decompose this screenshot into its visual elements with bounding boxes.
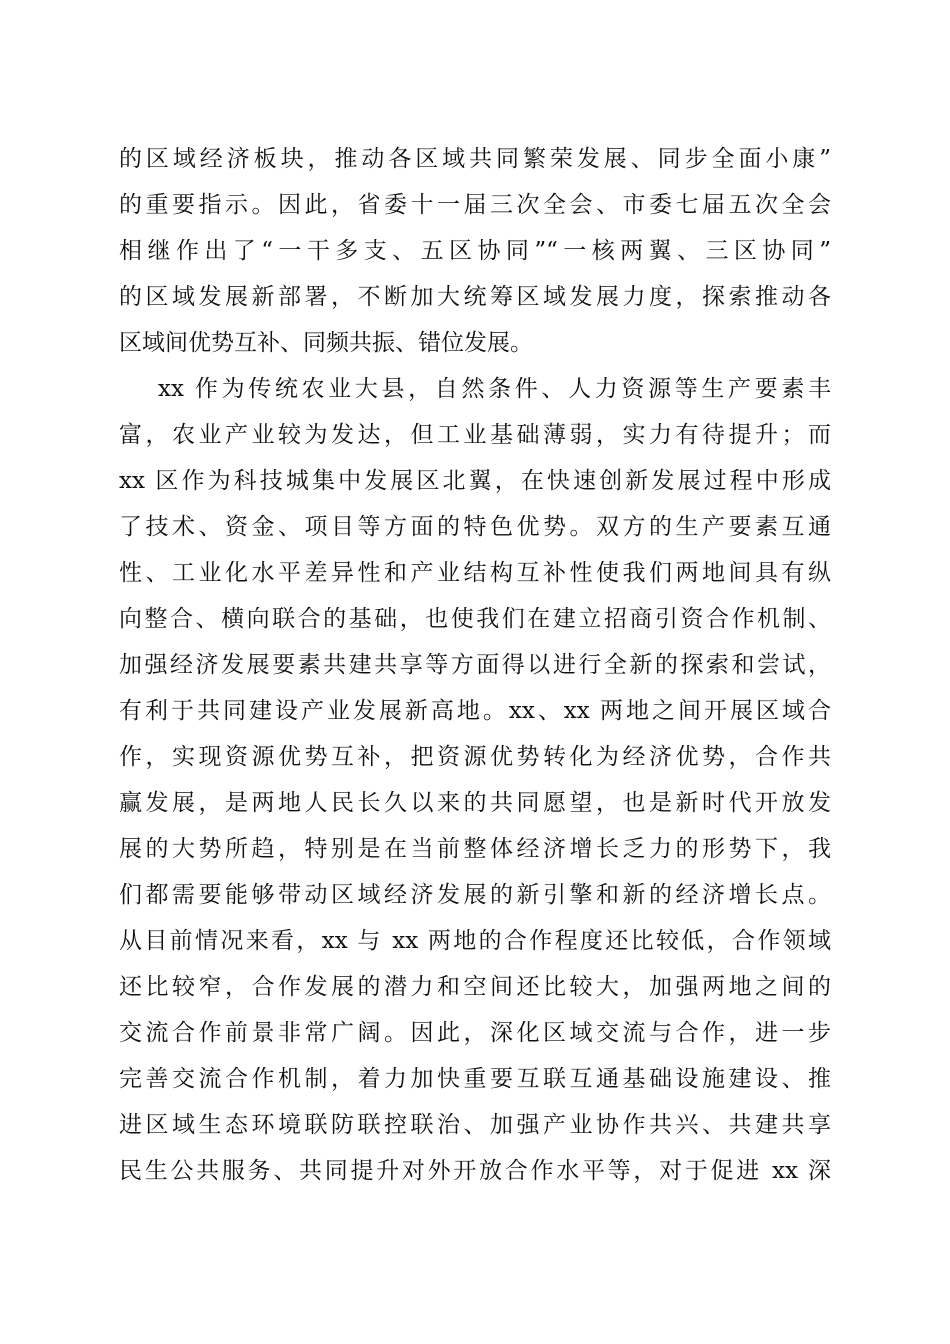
text-line: 的区域经济板块，推动各区域共同繁荣发展、同步全面小康” [119, 146, 831, 172]
text-line: 还比较窄，合作发展的潜力和空间还比较大，加强两地之间的 [119, 974, 831, 1000]
text-line: 从目前情况来看，xx 与 xx 两地的合作程度还比较低，合作领域 [119, 928, 831, 954]
text-line: 富，农业产业较为发达，但工业基础薄弱，实力有待提升；而 [119, 422, 831, 448]
text-line: 民生公共服务、共同提升对外开放合作水平等，对于促进 xx 深 [119, 1158, 831, 1184]
text-line: 区域间优势互补、同频共振、错位发展。 [119, 330, 533, 356]
text-line: 了技术、资金、项目等方面的特色优势。双方的生产要素互通 [119, 514, 831, 540]
document-body [119, 136, 831, 1194]
text-line: xx 区作为科技城集中发展区北翼，在快速创新发展过程中形成 [119, 468, 831, 494]
text-line: 们都需要能够带动区域经济发展的新引擎和新的经济增长点。 [119, 882, 831, 908]
text-line: xx 作为传统农业大县，自然条件、人力资源等生产要素丰 [158, 376, 831, 402]
text-line: 的区域发展新部署，不断加大统筹区域发展力度，探索推动各 [119, 284, 831, 310]
text-line: 完善交流合作机制，着力加快重要互联互通基础设施建设、推 [119, 1066, 831, 1092]
text-line: 性、工业化水平差异性和产业结构互补性使我们两地间具有纵 [119, 560, 831, 586]
text-line: 进区域生态环境联防联控联治、加强产业协作共兴、共建共享 [119, 1112, 831, 1138]
text-line: 加强经济发展要素共建共享等方面得以进行全新的探索和尝试， [119, 652, 831, 678]
text-line: 有利于共同建设产业发展新高地。xx、xx 两地之间开展区域合 [119, 698, 831, 724]
text-line: 相继作出了“一干多支、五区协同”“一核两翼、三区协同” [119, 238, 831, 264]
text-line: 交流合作前景非常广阔。因此，深化区域交流与合作，进一步 [119, 1020, 831, 1046]
text-line: 作，实现资源优势互补，把资源优势转化为经济优势，合作共 [119, 744, 831, 770]
text-line: 展的大势所趋，特别是在当前整体经济增长乏力的形势下，我 [119, 836, 831, 862]
text-line: 赢发展，是两地人民长久以来的共同愿望，也是新时代开放发 [119, 790, 831, 816]
text-line: 的重要指示。因此，省委十一届三次全会、市委七届五次全会 [119, 192, 831, 218]
paragraph-1 [119, 136, 831, 366]
text-line: 向整合、横向联合的基础，也使我们在建立招商引资合作机制、 [119, 606, 831, 632]
paragraph-2 [119, 366, 831, 1194]
